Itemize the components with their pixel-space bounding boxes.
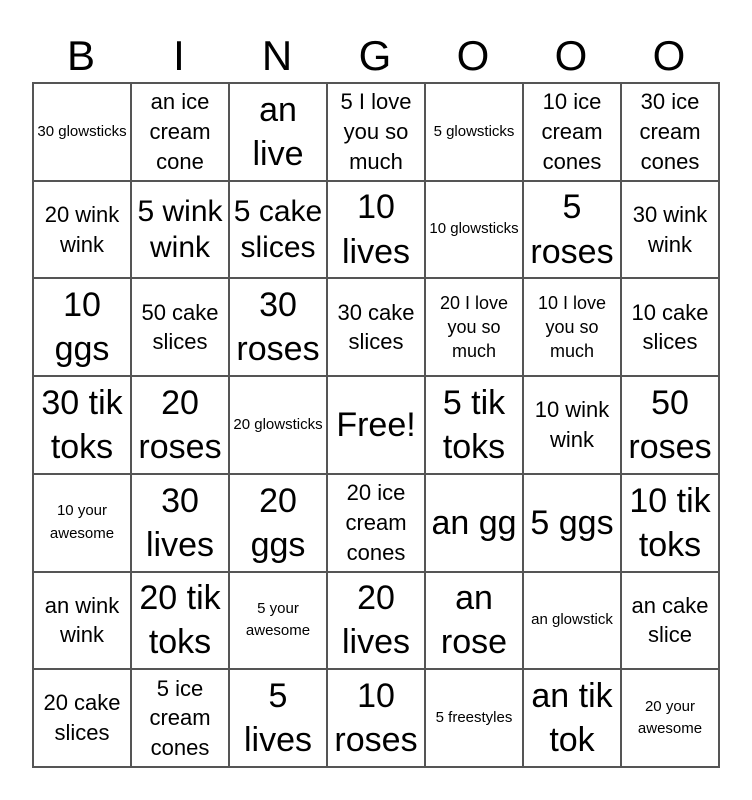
bingo-cell[interactable]	[229, 83, 327, 181]
bingo-cell[interactable]	[33, 83, 131, 181]
bingo-cell[interactable]	[131, 376, 229, 474]
bingo-cell[interactable]	[523, 376, 621, 474]
cell-label: 20 roses	[138, 383, 222, 466]
cell-label: an gg	[431, 503, 517, 542]
bingo-cell[interactable]	[33, 181, 131, 279]
bingo-cell[interactable]	[33, 376, 131, 474]
bingo-cell[interactable]	[523, 83, 621, 181]
cell-label: 10 cake slices	[631, 299, 709, 355]
cell-label: 10 your awesome	[49, 502, 115, 542]
cell-label: 10 lives	[341, 188, 411, 271]
bingo-cell[interactable]	[131, 572, 229, 670]
cell-label: an tik tok	[531, 676, 613, 760]
cell-label: 5 wink wink	[137, 194, 223, 264]
bingo-cell[interactable]	[131, 83, 229, 181]
bingo-cell[interactable]	[621, 572, 719, 670]
bingo-cell[interactable]	[229, 474, 327, 572]
header-letter: I	[173, 32, 185, 79]
bingo-cell[interactable]	[621, 181, 719, 279]
cell-label: 20 cake slices	[43, 690, 121, 746]
cell-label: 10 I love you so much	[537, 292, 607, 362]
header-letter: N	[261, 32, 293, 79]
bingo-cell[interactable]	[425, 669, 523, 767]
cell-label: 10 ggs	[54, 286, 110, 369]
bingo-cell[interactable]	[425, 83, 523, 181]
cell-label: 20 tik toks	[139, 579, 221, 662]
bingo-cell[interactable]	[523, 669, 621, 767]
bingo-cell[interactable]	[523, 474, 621, 572]
cell-label: 5 lives	[243, 676, 313, 760]
bingo-cell[interactable]	[131, 669, 229, 767]
bingo-cell[interactable]	[425, 572, 523, 670]
cell-label: 30 roses	[236, 286, 320, 369]
cell-label: 20 I love you so much	[439, 292, 509, 362]
header-letter: O	[652, 32, 686, 79]
bingo-cell[interactable]	[425, 474, 523, 572]
bingo-cell[interactable]	[229, 181, 327, 279]
bingo-cell[interactable]	[327, 474, 425, 572]
header-letter: O	[456, 32, 490, 79]
bingo-cell[interactable]	[229, 278, 327, 376]
bingo-cell[interactable]	[425, 181, 523, 279]
cell-label: 30 cake slices	[337, 299, 415, 355]
bingo-cell[interactable]	[229, 376, 327, 474]
cell-label: 20 your awesome	[637, 697, 703, 738]
cell-label: 20 lives	[341, 579, 411, 662]
cell-label: 20 wink wink	[44, 201, 120, 257]
bingo-cell[interactable]	[327, 83, 425, 181]
cell-label: 30 wink wink	[632, 201, 708, 257]
bingo-cell[interactable]	[523, 181, 621, 279]
bingo-cell[interactable]	[33, 572, 131, 670]
cell-label: 20 glowsticks	[233, 415, 323, 433]
cell-label: 5 tik toks	[442, 383, 506, 466]
cell-label: 5 freestyles	[435, 708, 513, 726]
cell-label: 10 ice cream cones	[541, 89, 603, 174]
cell-label: 5 ggs	[530, 503, 614, 542]
cell-label: 50 roses	[628, 383, 712, 466]
cell-label: an cake slice	[631, 592, 709, 648]
cell-label: Free!	[336, 405, 416, 444]
bingo-cell[interactable]	[33, 669, 131, 767]
bingo-cell[interactable]	[621, 376, 719, 474]
cell-label: an glowstick	[531, 611, 613, 629]
bingo-header	[32, 30, 720, 82]
header-letter: G	[358, 32, 392, 79]
bingo-cell[interactable]	[327, 278, 425, 376]
header-letter: B	[66, 32, 95, 79]
bingo-cell[interactable]	[327, 669, 425, 767]
bingo-cell[interactable]	[229, 572, 327, 670]
bingo-cell[interactable]	[621, 474, 719, 572]
cell-label: 5 glowsticks	[433, 122, 515, 140]
cell-label: 5 roses	[530, 188, 614, 271]
bingo-cell[interactable]	[523, 572, 621, 670]
bingo-cell[interactable]	[425, 278, 523, 376]
cell-label: 10 wink wink	[534, 397, 610, 452]
cell-label: 5 your awesome	[245, 599, 311, 640]
cell-label: 30 tik toks	[41, 383, 123, 466]
bingo-cell[interactable]	[229, 669, 327, 767]
free-space-cell[interactable]	[327, 376, 425, 474]
bingo-cell[interactable]	[327, 572, 425, 670]
bingo-cell[interactable]	[327, 181, 425, 279]
bingo-cell[interactable]	[621, 83, 719, 181]
cell-label: 20 ice cream cones	[345, 480, 407, 565]
bingo-cell[interactable]	[131, 474, 229, 572]
header-letter: O	[554, 32, 588, 79]
bingo-grid	[32, 82, 720, 768]
cell-label: 10 glowsticks	[429, 220, 519, 238]
bingo-cell[interactable]	[33, 278, 131, 376]
cell-label: an ice cream cone	[149, 89, 211, 174]
cell-label: an wink wink	[44, 592, 120, 648]
cell-label: 5 I love you so much	[340, 89, 412, 174]
cell-label: 10 tik toks	[629, 481, 711, 564]
cell-label: 5 ice cream cones	[149, 675, 211, 760]
bingo-cell[interactable]	[523, 278, 621, 376]
cell-label: 30 lives	[145, 481, 215, 564]
bingo-cell[interactable]	[621, 669, 719, 767]
bingo-cell[interactable]	[621, 278, 719, 376]
cell-label: 50 cake slices	[141, 299, 219, 355]
cell-label: an rose	[440, 579, 508, 662]
cell-label: 5 cake slices	[233, 194, 323, 264]
bingo-cell[interactable]	[33, 474, 131, 572]
bingo-cell[interactable]	[131, 278, 229, 376]
cell-label: an live	[252, 90, 304, 173]
cell-label: 20 ggs	[250, 481, 306, 564]
cell-label: 10 roses	[334, 676, 418, 760]
bingo-cell[interactable]	[131, 181, 229, 279]
bingo-cell[interactable]	[425, 376, 523, 474]
cell-label: 30 glowsticks	[37, 122, 127, 140]
cell-label: 30 ice cream cones	[639, 89, 701, 174]
